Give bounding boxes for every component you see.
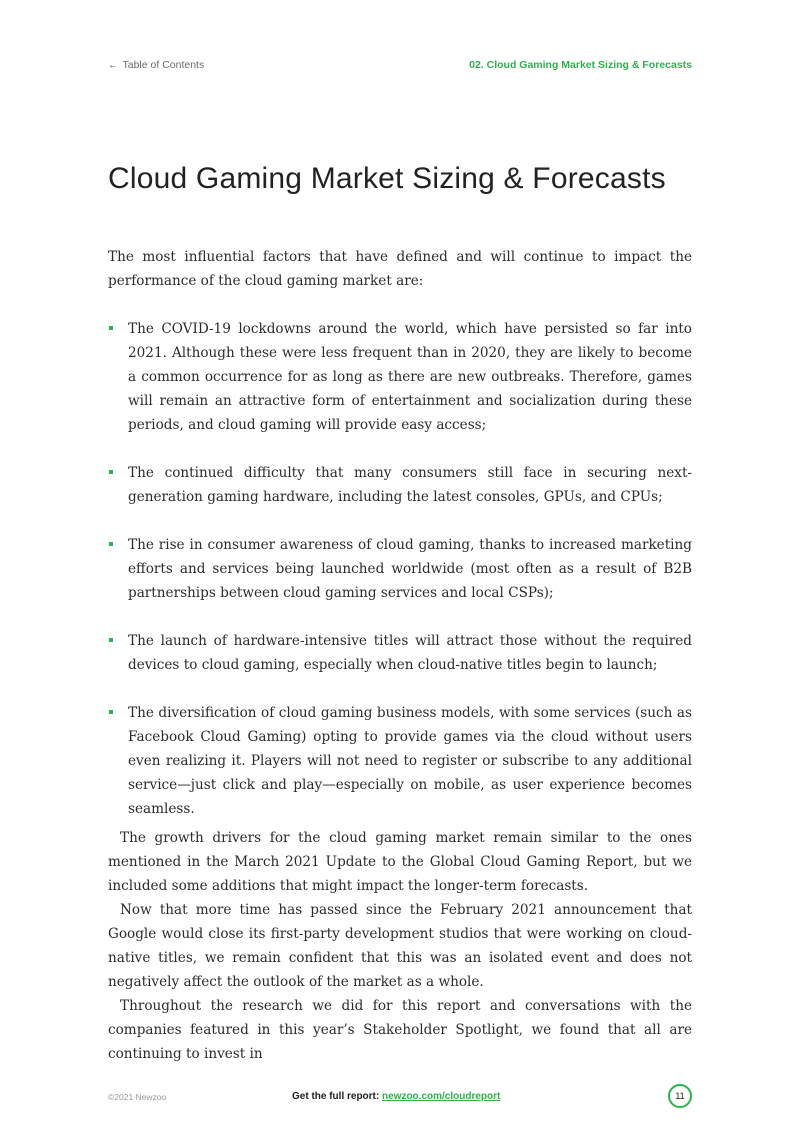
bullet-square-icon xyxy=(109,710,113,714)
list-item-text: The rise in consumer awareness of cloud gaming, thanks to increased marketing efforts and services being launched worldwide (most often as a result of B2B partnerships between cloud gaming services and local CSPs); xyxy=(128,537,692,601)
list-item xyxy=(108,317,692,437)
table-of-contents-link[interactable] xyxy=(108,59,204,71)
list-item-text: The continued difficulty that many consumers still face in securing next-generation gaming hardware, including the latest consoles, GPUs, and CPUs; xyxy=(128,465,692,505)
section-label: 02. Cloud Gaming Market Sizing & Forecasts xyxy=(469,59,692,71)
paragraph: The growth drivers for the cloud gaming market remain similar to the ones mentioned in the March 2021 Update to the Global Cloud Gaming Report, but we included some additions that might impact the longer-term forecasts. xyxy=(108,830,692,894)
toc-label: Table of Contents xyxy=(122,59,205,71)
bullet-square-icon xyxy=(109,542,113,546)
full-report-cta xyxy=(292,1091,500,1102)
page-footer xyxy=(108,1084,692,1110)
list-item-text: The diversification of cloud gaming business models, with some services (such as Facebook Cloud Gaming) opting to provide games via the cloud without users even realizing it. Players will not need to register or subscribe to any additional service—just click and play—especially on mobile, as user experience becomes seamless. xyxy=(128,705,692,817)
list-item xyxy=(108,533,692,605)
paragraph: Throughout the research we did for this report and conversations with the companies featured in this year’s Stakeholder Spotlight, we found that all are continuing to invest in xyxy=(108,998,692,1062)
cloud-report-link[interactable]: newzoo.com/cloudreport xyxy=(382,1091,501,1102)
bullet-square-icon xyxy=(109,326,113,330)
list-item xyxy=(108,461,692,509)
page-number-badge: 11 xyxy=(668,1084,692,1108)
bullet-square-icon xyxy=(109,470,113,474)
arrow-left-icon: ← xyxy=(108,59,119,71)
page-title: Cloud Gaming Market Sizing & Forecasts xyxy=(108,162,666,195)
paragraph: Now that more time has passed since the February 2021 announcement that Google would close its first-party development studios that were working on cloud-native titles, we remain confident that this was an isolated event and does not negatively affect the outlook of the market as a whole. xyxy=(108,902,692,990)
list-item xyxy=(108,629,692,677)
list-item xyxy=(108,701,692,821)
intro-paragraph: The most influential factors that have defined and will continue to impact the performance of the cloud gaming market are: xyxy=(108,249,692,289)
cta-label: Get the full report: xyxy=(292,1091,382,1102)
page-header xyxy=(108,59,692,73)
growth-factors-list xyxy=(108,317,692,845)
copyright-text: ©2021 Newzoo xyxy=(108,1092,167,1102)
list-item-text: The launch of hardware-intensive titles will attract those without the required devices to cloud gaming, especially when cloud-native titles begin to launch; xyxy=(128,633,692,673)
list-item-text: The COVID-19 lockdowns around the world, which have persisted so far into 2021. Although these were less frequent than in 2020, they are likely to become a common occurrence for as long as there are new outbreaks. Therefore, games will remain an attractive form of entertainment and socialization during these periods, and cloud gaming will provide easy access; xyxy=(128,321,692,433)
bullet-square-icon xyxy=(109,638,113,642)
body-paragraphs xyxy=(108,826,692,1066)
